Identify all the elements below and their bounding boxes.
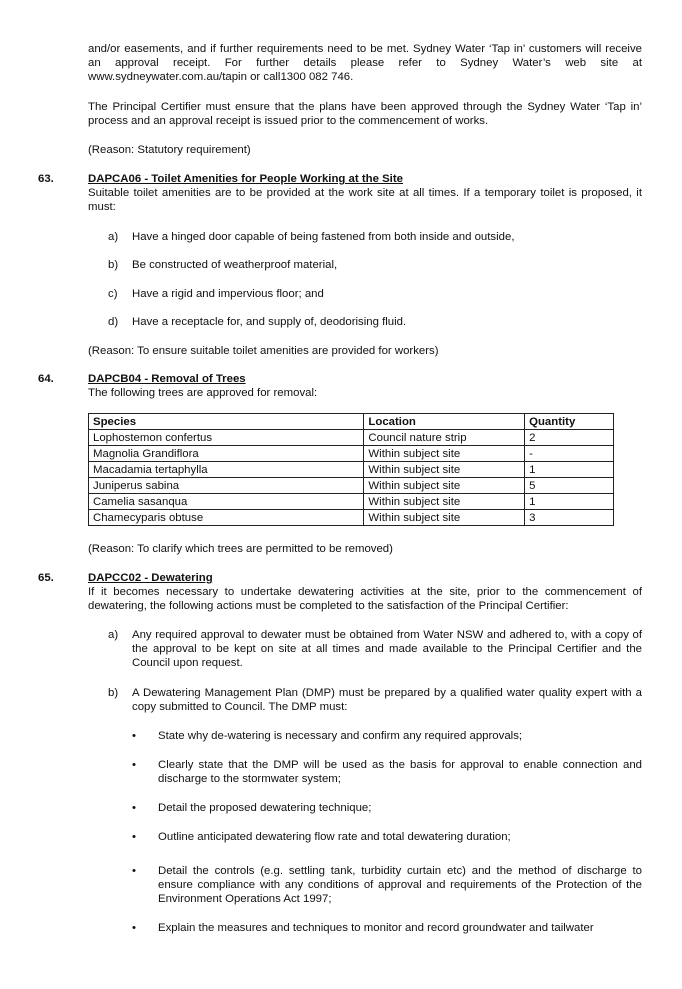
cell-species: Macadamia tertaphylla [89,462,364,478]
bullet-icon: • [132,922,136,934]
cell-species: Magnolia Grandiflora [89,446,364,462]
list-marker: b) [108,259,119,271]
list-marker: a) [108,629,119,641]
bullet-text: Detail the controls (e.g. settling tank, turbidity curtain etc) and the method of discharge to ensure compliance with any conditions of approval and requirements of the Protection of the Environment Operations Act 1997; [158,865,642,906]
bullet-text: Explain the measures and techniques to monitor and record groundwater and tailwater [158,922,594,934]
cell-species: Chamecyparis obtuse [89,510,364,526]
condition-number-64: 64. [38,373,54,385]
cell-quantity: 5 [525,478,614,494]
list-text: Have a hinged door capable of being fastened from both inside and outside, [132,231,515,243]
intro-paragraph-2: The Principal Certifier must ensure that the plans have been approved through the Sydney Water ‘Tap in’ process and an approval receipt is issued prior to the commencement of works. [88,101,642,128]
condition-title-64: DAPCB04 - Removal of Trees [88,373,246,385]
condition-number-63: 63. [38,173,54,185]
condition-reason-64: (Reason: To clarify which trees are permitted to be removed) [88,543,393,555]
cell-location: Within subject site [364,478,525,494]
cell-location: Within subject site [364,510,525,526]
intro-paragraph-1: and/or easements, and if further requirements need to be met. Sydney Water ‘Tap in’ customers will receive an approval receipt. For further details please refer to Sydney Water’s web site at www.sydneywater.com.au/tapin or call1300 082 746. [88,43,642,84]
list-marker: c) [108,288,118,300]
list-text: Be constructed of weatherproof material, [132,259,338,271]
table-row [89,462,614,478]
cell-species: Camelia sasanqua [89,494,364,510]
table-row [89,478,614,494]
column-header-species: Species [89,414,364,430]
condition-title-65: DAPCC02 - Dewatering [88,572,213,584]
list-text: Any required approval to dewater must be obtained from Water NSW and adhered to, with a copy of the approval to be kept on site at all times and made available to the Principal Certifier and the Council upon request. [132,629,642,670]
condition-body-63: Suitable toilet amenities are to be provided at the work site at all times. If a temporary toilet is proposed, it must: [88,187,642,214]
bullet-icon: • [132,759,136,771]
column-header-quantity: Quantity [525,414,614,430]
table-row [89,510,614,526]
cell-quantity: 2 [525,430,614,446]
list-text: Have a receptacle for, and supply of, deodorising fluid. [132,316,407,328]
cell-quantity: 1 [525,462,614,478]
bullet-text: State why de-watering is necessary and confirm any required approvals; [158,730,523,742]
condition-number-65: 65. [38,572,54,584]
condition-title-63: DAPCA06 - Toilet Amenities for People Working at the Site [88,173,403,185]
bullet-icon: • [132,802,136,814]
bullet-text: Detail the proposed dewatering technique; [158,802,372,814]
bullet-icon: • [132,730,136,742]
table-row [89,446,614,462]
list-marker: b) [108,687,119,699]
bullet-text: Outline anticipated dewatering flow rate and total dewatering duration; [158,831,511,843]
intro-reason: (Reason: Statutory requirement) [88,144,251,156]
cell-species: Juniperus sabina [89,478,364,494]
bullet-icon: • [132,865,136,877]
condition-body-65: If it becomes necessary to undertake dewatering activities at the site, prior to the commencement of dewatering, the following actions must be completed to the satisfaction of the Principal Certifier: [88,586,642,613]
list-marker: d) [108,316,119,328]
cell-quantity: - [525,446,614,462]
cell-location: Council nature strip [364,430,525,446]
bullet-text: Clearly state that the DMP will be used as the basis for approval to enable connection and discharge to the stormwater system; [158,759,642,786]
table-row [89,494,614,510]
column-header-location: Location [364,414,525,430]
cell-location: Within subject site [364,494,525,510]
cell-quantity: 3 [525,510,614,526]
cell-species: Lophostemon confertus [89,430,364,446]
condition-body-64: The following trees are approved for removal: [88,387,318,399]
list-marker: a) [108,231,119,243]
cell-location: Within subject site [364,446,525,462]
bullet-icon: • [132,831,136,843]
cell-quantity: 1 [525,494,614,510]
list-text: Have a rigid and impervious floor; and [132,288,324,300]
condition-reason-63: (Reason: To ensure suitable toilet amenities are provided for workers) [88,345,439,357]
cell-location: Within subject site [364,462,525,478]
list-text: A Dewatering Management Plan (DMP) must be prepared by a qualified water quality expert with a copy submitted to Council. The DMP must: [132,687,642,714]
trees-table [88,413,614,526]
table-row [89,430,614,446]
table-header-row [89,414,614,430]
